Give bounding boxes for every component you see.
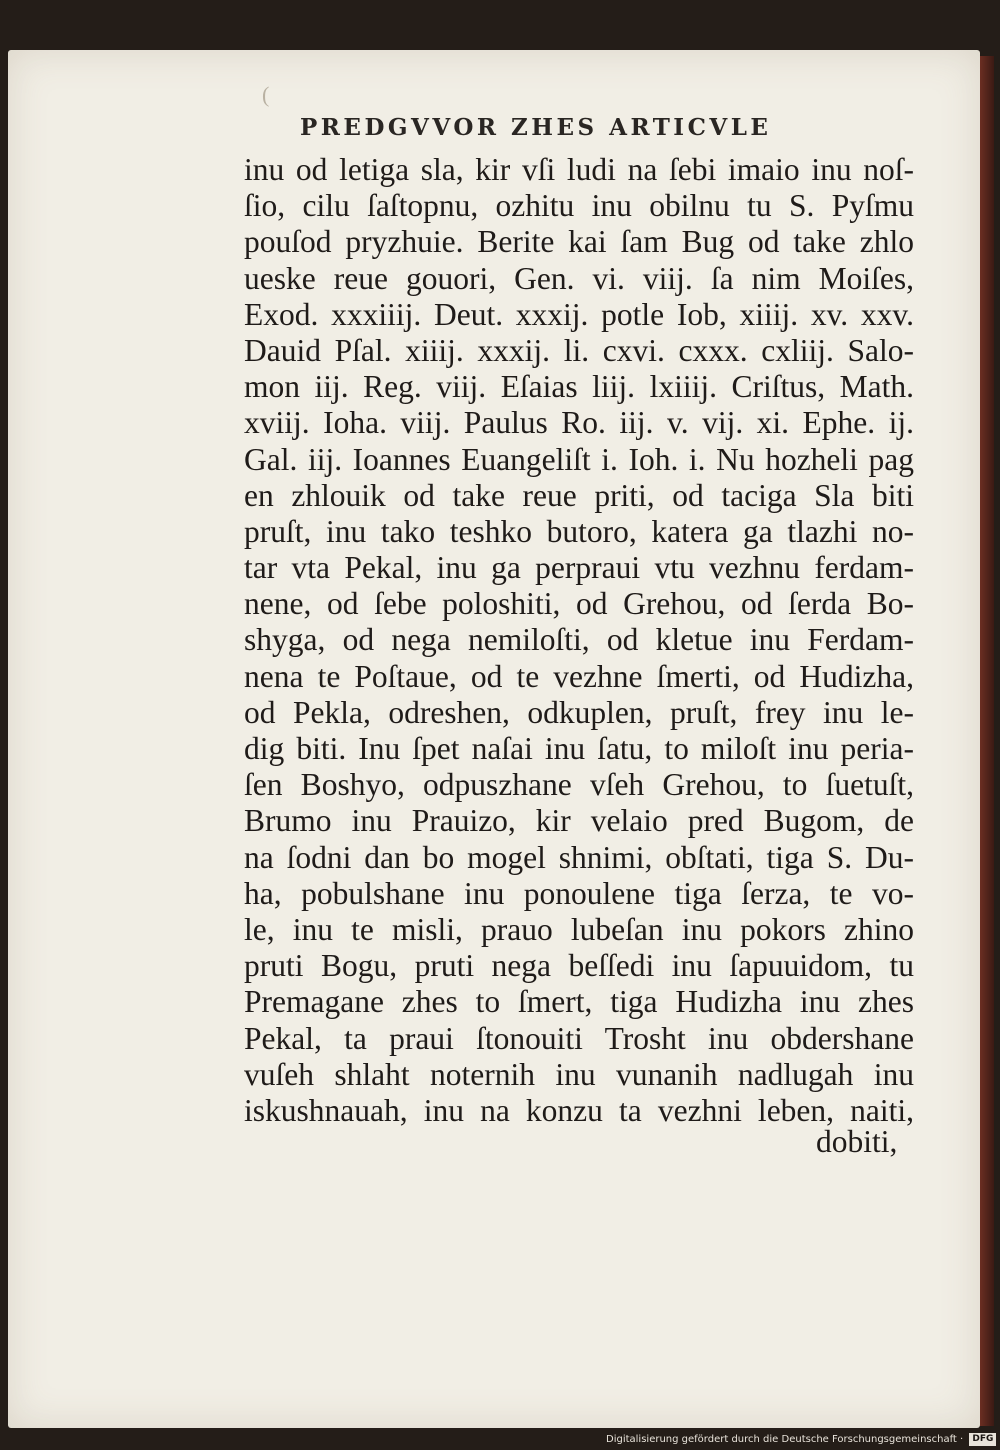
text-line: nene, od ſebe poloshiti, od Grehou, od ſerda Bo- — [244, 586, 914, 622]
text-line: ueske reue gouori, Gen. vi. viij. ſa nim Moiſes, — [244, 260, 914, 296]
text-line: na ſodni dan bo mogel shnimi, obſtati, tiga S. Du- — [244, 839, 914, 875]
text-line: Pekal, ta praui ſtonouiti Trosht inu obdershane — [244, 1020, 914, 1056]
text-line: mon iij. Reg. viij. Eſaias liij. lxiiij. Criſtus, Math. — [244, 369, 914, 405]
catchword: dobiti, — [816, 1124, 898, 1159]
text-line: dig biti. Inu ſpet naſai inu ſatu, to miloſt inu peria- — [244, 731, 914, 766]
book-edge — [980, 56, 994, 1426]
text-line: pruſt, inu tako teshko butoro, katera ga tlazhi no- — [244, 513, 914, 549]
text-line: Exod. xxxiiij. Deut. xxxij. potle Iob, xiiij. xv. xxv. — [244, 296, 914, 332]
text-line: en zhlouik od take reue priti, od taciga Sla biti — [244, 477, 914, 513]
text-line: inu od letiga sla, kir vſi ludi na ſebi imaio inu noſ- — [244, 152, 914, 187]
text-line: ſio, cilu ſaſtopnu, ozhitu inu obilnu tu S. Pyſmu — [244, 188, 914, 224]
text-line: Premagane zhes to ſmert, tiga Hudizha inu zhes — [244, 984, 914, 1020]
text-line: pouſod pryzhuie. Berite kai ſam Bug od take zhlo — [244, 224, 914, 260]
text-line: od Pekla, odreshen, odkuplen, pruſt, frey inu le- — [244, 694, 914, 730]
text-line: Dauid Pſal. xiiij. xxxij. li. cxvi. cxxx. cxliij. Salo- — [244, 332, 914, 368]
text-line: iskushnauah, inu na konzu ta vezhni leben, naiti, — [244, 1092, 914, 1128]
text-line: ha, pobulshane inu ponoulene tiga ſerza, te vo- — [244, 875, 914, 911]
text-line: vuſeh shlaht noternih inu vunanih nadlugah inu — [244, 1056, 914, 1092]
text-line: xviij. Ioha. viij. Paulus Ro. iij. v. vij. xi. Ephe. ij. — [244, 405, 914, 441]
text-line: le, inu te misli, prauo lubeſan inu pokors zhino — [244, 911, 914, 947]
text-line: Brumo inu Prauizo, kir velaio pred Bugom, de — [244, 803, 914, 839]
footer-text: Digitalisierung gefördert durch die Deutsche Forschungsgemeinschaft · — [606, 1434, 964, 1445]
running-title: PREDGVVOR ZHES ARTICVLE — [300, 114, 772, 141]
dfg-logo: DFG — [969, 1433, 996, 1446]
text-line: ſen Boshyo, odpuszhane vſeh Grehou, to ſuetuſt, — [244, 767, 914, 803]
text-line: Gal. iij. Ioannes Euangeliſt i. Ioh. i. Nu hozheli pag — [244, 441, 914, 477]
text-line: tar vta Pekal, inu ga perpraui vtu vezhnu ferdam- — [244, 550, 914, 586]
margin-mark: ( — [262, 82, 270, 107]
digitization-footer — [606, 1430, 996, 1450]
text-line: pruti Bogu, pruti nega beſſedi inu ſapuuidom, tu — [244, 948, 914, 984]
body-text — [244, 152, 914, 1129]
text-line: nena te Poſtaue, od te vezhne ſmerti, od Hudizha, — [244, 658, 914, 694]
text-line: shyga, od nega nemiloſti, od kletue inu Ferdam- — [244, 622, 914, 658]
